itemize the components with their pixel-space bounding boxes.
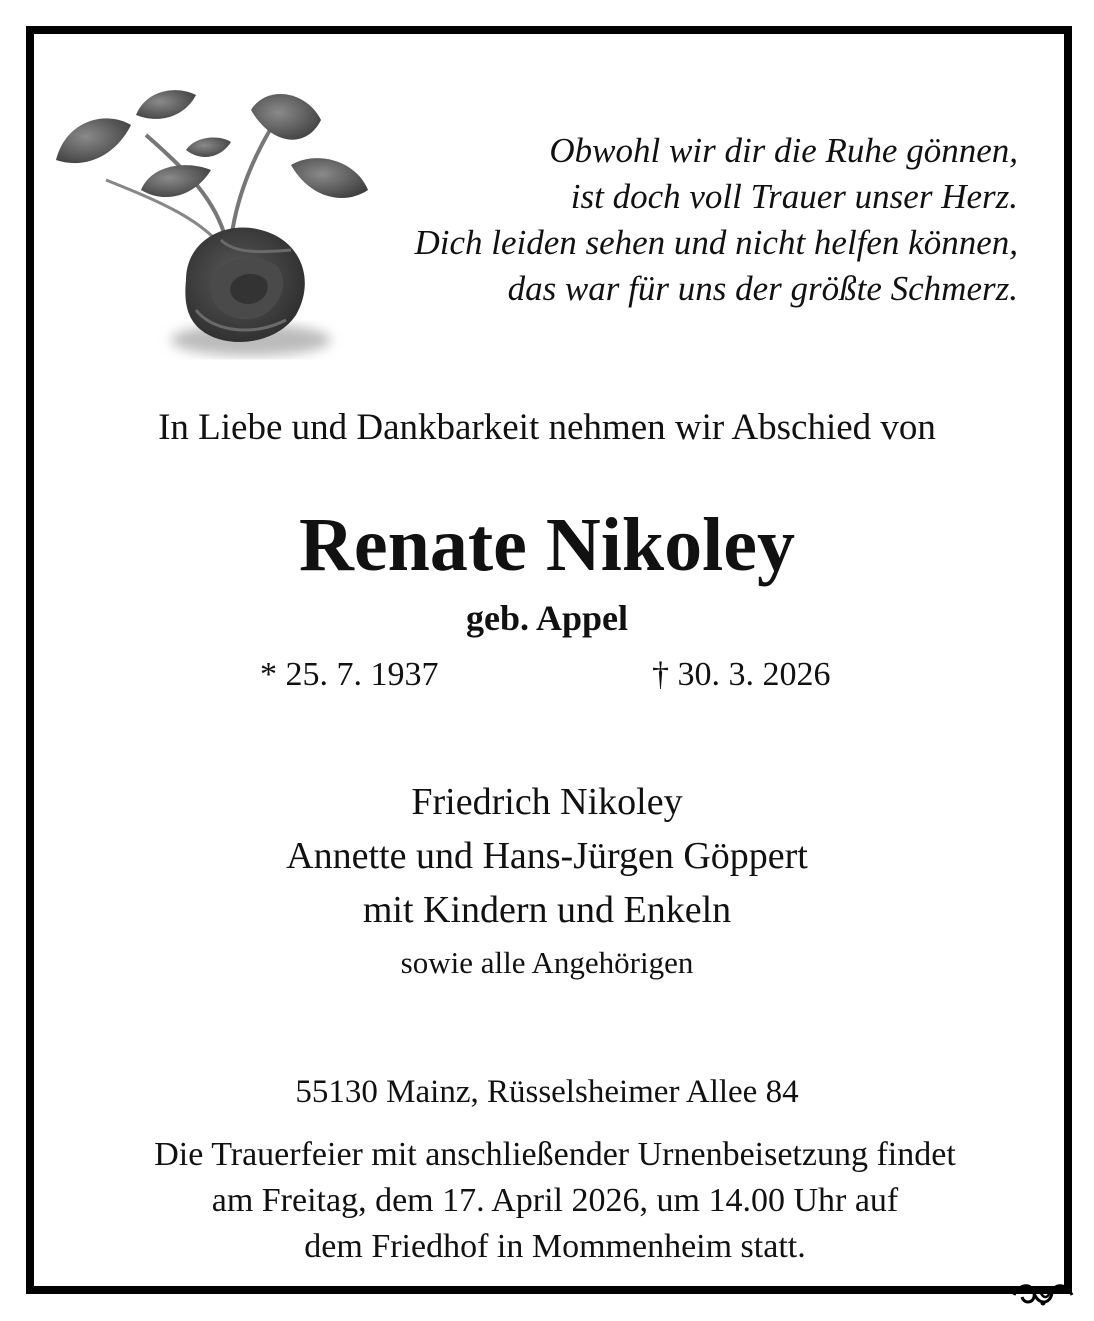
address: 55130 Mainz, Rüsselsheimer Allee 84 [295,1074,799,1110]
flourish-ornament-icon [1010,1277,1076,1313]
deceased-name: Renate Nikoley [298,503,796,587]
poem-line: das war für uns der größte Schmerz. [507,269,1018,308]
poem-line: Obwohl wir dir die Ruhe gönnen, [549,131,1018,170]
poem-line: Dich leiden sehen und nicht helfen können, [414,223,1018,262]
intro-text: In Liebe und Dankbarkeit nehmen wir Abschied von [158,407,936,448]
maiden-name: geb. Appel [465,598,629,638]
mourner-line: Friedrich Nikoley [411,781,683,823]
mourner-line: mit Kindern und Enkeln [362,889,732,931]
rose-icon [36,80,376,360]
birth-date: * 25. 7. 1937 [260,656,439,693]
mourners-list [0,775,1094,989]
poem [414,128,1018,312]
poem-line: ist doch voll Trauer unser Herz. [570,177,1018,216]
ceremony-line: Die Trauerfeier mit anschließender Urnenbeisetzung findet [154,1136,956,1173]
death-date: † 30. 3. 2026 [652,656,831,693]
ceremony-line: dem Friedhof in Mommenheim statt. [304,1228,806,1265]
mourner-others: sowie alle Angehörigen [400,945,694,980]
ceremony-line: am Freitag, dem 17. April 2026, um 14.00 Uhr auf [211,1182,899,1219]
mourner-line: Annette und Hans-Jürgen Göppert [286,835,808,877]
ceremony-info [0,1132,1094,1270]
